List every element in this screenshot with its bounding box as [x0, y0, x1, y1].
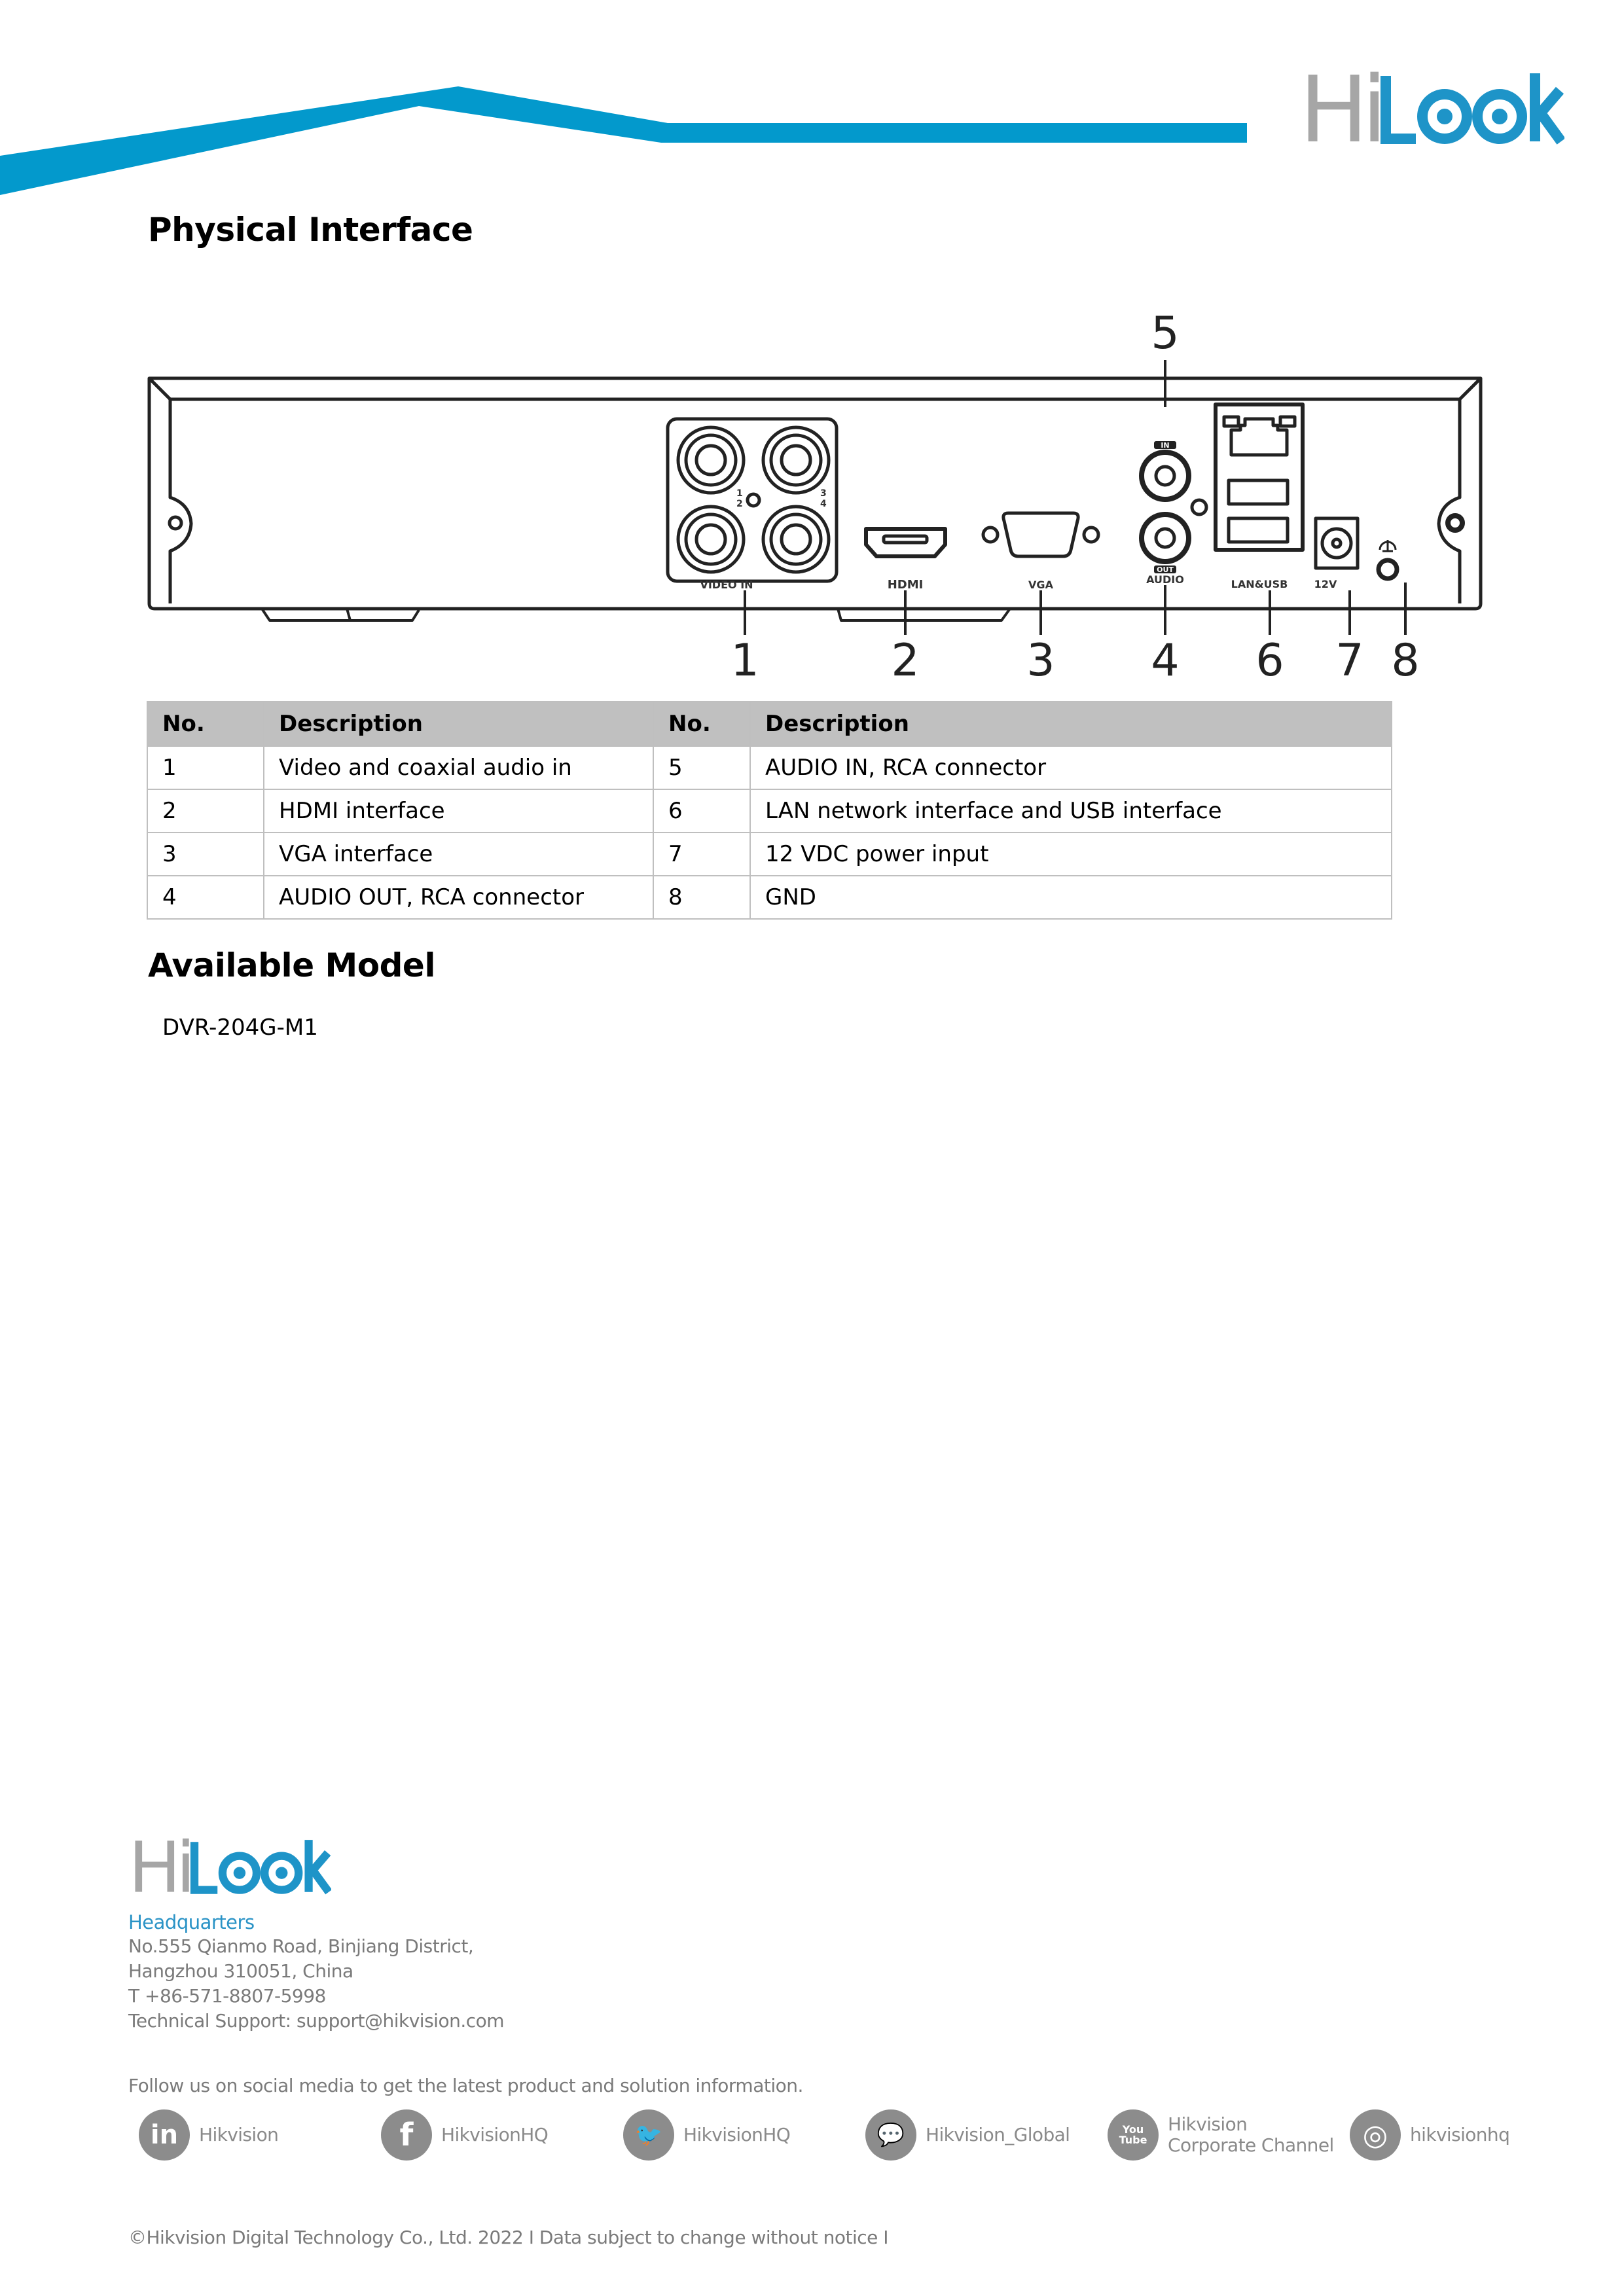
- social-label: Hikvision: [199, 2124, 279, 2145]
- label-audio: AUDIO: [1146, 573, 1184, 586]
- available-model-heading: Available Model: [148, 946, 435, 984]
- header-no: No.: [147, 702, 264, 746]
- social-label: HikvisionHQ: [683, 2124, 791, 2145]
- logo-hi-text: Hi: [128, 1838, 191, 1898]
- cell-no: 7: [653, 833, 750, 876]
- cell-no: 1: [147, 746, 264, 789]
- social-label: hikvisionhq: [1410, 2124, 1510, 2145]
- callout-7: 7: [1335, 635, 1364, 687]
- table-row: [147, 876, 1392, 919]
- headquarters-title: Headquarters: [128, 1911, 255, 1933]
- label-vga: VGA: [1028, 579, 1053, 591]
- header-description: Description: [750, 702, 1392, 746]
- callout-1: 1: [731, 635, 759, 687]
- social-label-line2: Corporate Channel: [1168, 2134, 1334, 2156]
- address-line: No.555 Qianmo Road, Binjiang District,: [128, 1935, 474, 1957]
- cell-no: 5: [653, 746, 750, 789]
- callout-8: 8: [1391, 635, 1420, 687]
- label-12v: 12V: [1314, 578, 1337, 590]
- label-video-in: VIDEO IN: [700, 579, 753, 591]
- dvr-rear-panel-diagram: [131, 308, 1506, 687]
- youtube-label-group: [1168, 2114, 1334, 2156]
- usb-port-1: [1229, 480, 1288, 504]
- social-instagram[interactable]: [1350, 2109, 1509, 2161]
- wechat-icon: 💬: [865, 2109, 916, 2161]
- model-number: DVR-204G-M1: [162, 1014, 318, 1041]
- label-audio-out: OUT: [1157, 565, 1174, 574]
- label-hdmi: HDMI: [887, 578, 924, 592]
- social-facebook[interactable]: [381, 2109, 548, 2161]
- twitter-icon: 🐦: [623, 2109, 674, 2161]
- copyright-notice: ©Hikvision Digital Technology Co., Ltd. 2022 I Data subject to change without notice I: [128, 2227, 889, 2248]
- linkedin-icon: in: [139, 2109, 190, 2161]
- channel-label: 1: [736, 488, 743, 499]
- bnc-connectors: [678, 427, 829, 572]
- social-wechat[interactable]: [865, 2109, 1070, 2161]
- table-row: [147, 746, 1392, 789]
- cell-description: AUDIO IN, RCA connector: [750, 746, 1392, 789]
- table-header-row: [147, 702, 1392, 746]
- social-label: Hikvision: [1168, 2113, 1248, 2135]
- usb-port-2: [1229, 518, 1288, 542]
- callout-4: 4: [1151, 635, 1180, 687]
- instagram-icon: ◎: [1350, 2109, 1401, 2161]
- physical-interface-heading: Physical Interface: [148, 211, 473, 249]
- cell-no: 3: [147, 833, 264, 876]
- interface-table: [147, 701, 1392, 920]
- cell-description: AUDIO OUT, RCA connector: [264, 876, 653, 919]
- cell-description: GND: [750, 876, 1392, 919]
- chassis-outline: [149, 378, 1481, 609]
- cell-description: 12 VDC power input: [750, 833, 1392, 876]
- label-lan-usb: LAN&USB: [1231, 578, 1288, 590]
- callout-2: 2: [891, 635, 920, 687]
- facebook-icon: f: [381, 2109, 432, 2161]
- phone-line: T +86-571-8807-5998: [128, 1985, 326, 2007]
- header-description: Description: [264, 702, 653, 746]
- label-audio-in: IN: [1161, 441, 1170, 450]
- social-twitter[interactable]: [623, 2109, 790, 2161]
- address-line: Hangzhou 310051, China: [128, 1960, 353, 1982]
- footer-hilook-logo: [128, 1838, 331, 1898]
- logo-hi-text: Hi: [1299, 71, 1381, 149]
- hilook-logo: [1299, 71, 1564, 149]
- cell-description: VGA interface: [264, 833, 653, 876]
- cell-description: LAN network interface and USB interface: [750, 789, 1392, 833]
- cell-description: HDMI interface: [264, 789, 653, 833]
- channel-label: 3: [820, 488, 827, 499]
- callout-5: 5: [1151, 308, 1180, 359]
- social-youtube[interactable]: [1108, 2109, 1334, 2161]
- cell-no: 2: [147, 789, 264, 833]
- table-row: [147, 833, 1392, 876]
- cell-no: 8: [653, 876, 750, 919]
- callout-6: 6: [1255, 635, 1284, 687]
- table-row: [147, 789, 1392, 833]
- follow-us-text: Follow us on social media to get the latest product and solution information.: [128, 2075, 803, 2096]
- cell-no: 6: [653, 789, 750, 833]
- cell-no: 4: [147, 876, 264, 919]
- social-label: Hikvision_Global: [926, 2124, 1070, 2145]
- social-linkedin[interactable]: [139, 2109, 278, 2161]
- vga-port: [1003, 513, 1078, 556]
- gnd-terminal: [1379, 560, 1397, 579]
- social-label: HikvisionHQ: [441, 2124, 549, 2145]
- channel-label: 2: [736, 499, 743, 509]
- youtube-icon: You Tube: [1108, 2109, 1159, 2161]
- header-no: No.: [653, 702, 750, 746]
- cell-description: Video and coaxial audio in: [264, 746, 653, 789]
- callout-3: 3: [1026, 635, 1055, 687]
- channel-label: 4: [820, 499, 827, 509]
- support-email-line[interactable]: Technical Support: support@hikvision.com: [128, 2010, 505, 2032]
- headquarters-address: [128, 1934, 504, 2034]
